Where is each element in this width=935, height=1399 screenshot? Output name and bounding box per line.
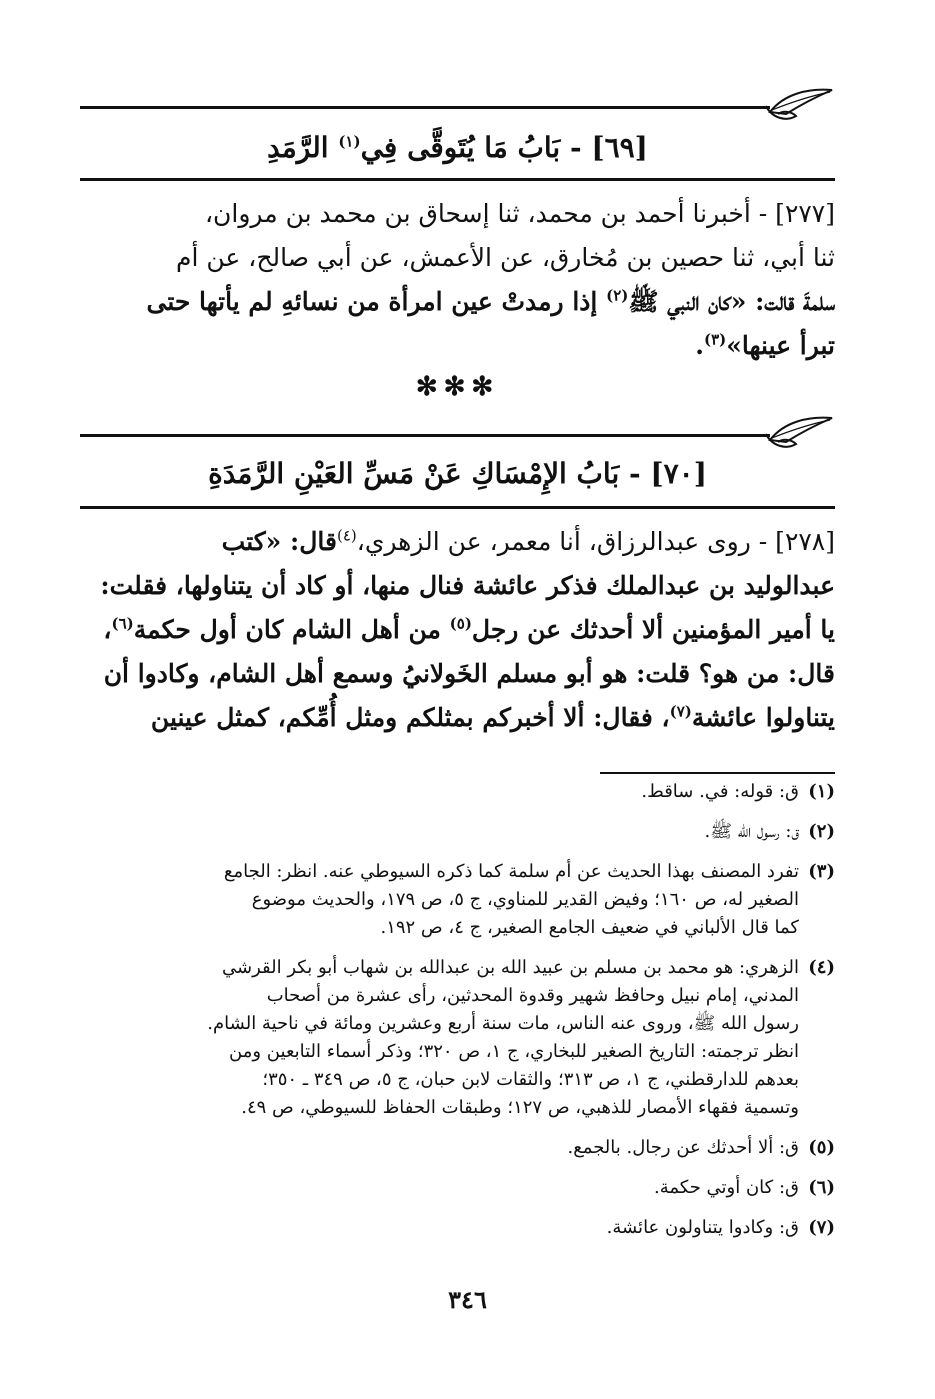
quill-hand-icon	[762, 412, 836, 452]
quill-hand-icon	[762, 84, 836, 124]
hadith-paragraph: [٢٧٨] - روى عبدالرزاق، أنا معمر، عن الزهري،$^{(٤)}$قال: «كتب عبدالوليد بن عبدالملك فذكر عائشة فنال منها، أو كاد أن يتناولها، فقلت: يا أمير المؤمنين ألا أحدثك عن رجل$^{(٥)}$ من أهل الشام كان أول حكمة$^{(٦)}$، قال: من هو؟ قلت: هو أبو مسلم الخَولانيُ وسمع أهل الشام، وكادوا أن يتناولوا عائشة$^{(٧)}$، فقال: ألا أخبركم بمثلكم ومثل أُمِّكم، كمثل عينين	[100, 526, 835, 732]
chapter-top-rule	[80, 434, 770, 437]
footnote: (٤) الزهري: هو محمد بن مسلم بن عبيد الله بن عبدالله بن شهاب أبو بكر القرشي المدني، إمام نبيل وحافظ شهير وقدوة المحدثين، رأى عشرة من أصحاب رسول الله ﷺ، وروى عنه الناس، مات سنة أربع وعشرين ومائة في ناحية الشام. انظر ترجمته: التاريخ الصغير للبخاري، ج ١، ص ٣٢٠؛ وذكر أسماء التابعين ومن بعدهم للدارقطني، ج ١، ص ٣١٣؛ والثقات لابن حبان، ج ٥، ص ٣٤٩ ـ ٣٥٠؛ وتسمية فقهاء الأمصار للذهبي، ص ١٢٧؛ وطبقات الحفاظ للسيوطي، ص ٤٩.	[207, 957, 835, 1118]
hadith-continuation: سلمةَ قالت: «كان النبي ﷺ$^{(٢)}$ إذا رمدتْ عين امرأة من نسائهِ لم يأتها حتى تبرأ عينها»$^{(٣)}$.	[80, 280, 835, 368]
chapter-title: [٧٠] - بَابُ الإِمْسَاكِ عَنْ مَسِّ العَيْنِ الرَّمَدَةِ	[208, 457, 707, 490]
chapter-title: [٦٩] - بَابُ مَا يُتَوقَّى فِي$^{(١)}$ الرَّمَدِ	[267, 131, 648, 164]
footnote: (٧) ق: وكادوا يتناولون عائشة.	[606, 1217, 835, 1238]
hadith-paragraph: [٢٧٧] - أخبرنا أحمد بن محمد، ثنا إسحاق بن محمد بن مروان، ثنا أبي، ثنا حصين بن مُخارق، عن الأعمش، عن أبي صالح، عن أم	[176, 199, 835, 272]
page-number: ٣٤٦	[448, 1285, 487, 1314]
footnote: (١) ق: قوله: في. ساقط.	[641, 781, 835, 802]
chapter-bottom-rule	[80, 506, 835, 509]
footnote: (٣) تفرد المصنف بهذا الحديث عن أم سلمة كما ذكره السيوطي عنه. انظر: الجامع الصغير له، ص ١٦٠؛ وفيض القدير للمناوي، ج ٥، ص ١٧٩، والحديث موضوع كما قال الألباني في ضعيف الجامع الصغير، ج ٤، ص ١٩٢.	[223, 861, 835, 938]
footnote-divider	[600, 772, 835, 774]
chapter-bottom-rule	[80, 178, 835, 181]
footnote: (٦) ق: كان أوتي حكمة.	[653, 1177, 835, 1198]
section-separator: ✻✻✻	[415, 372, 500, 402]
footnote: (٥) ق: ألا أحدثك عن رجال. بالجمع.	[567, 1137, 835, 1158]
chapter-top-rule	[80, 106, 770, 109]
footnotes	[80, 778, 835, 1254]
footnote: (٢) ق: رسول الله ﷺ.	[704, 821, 835, 842]
